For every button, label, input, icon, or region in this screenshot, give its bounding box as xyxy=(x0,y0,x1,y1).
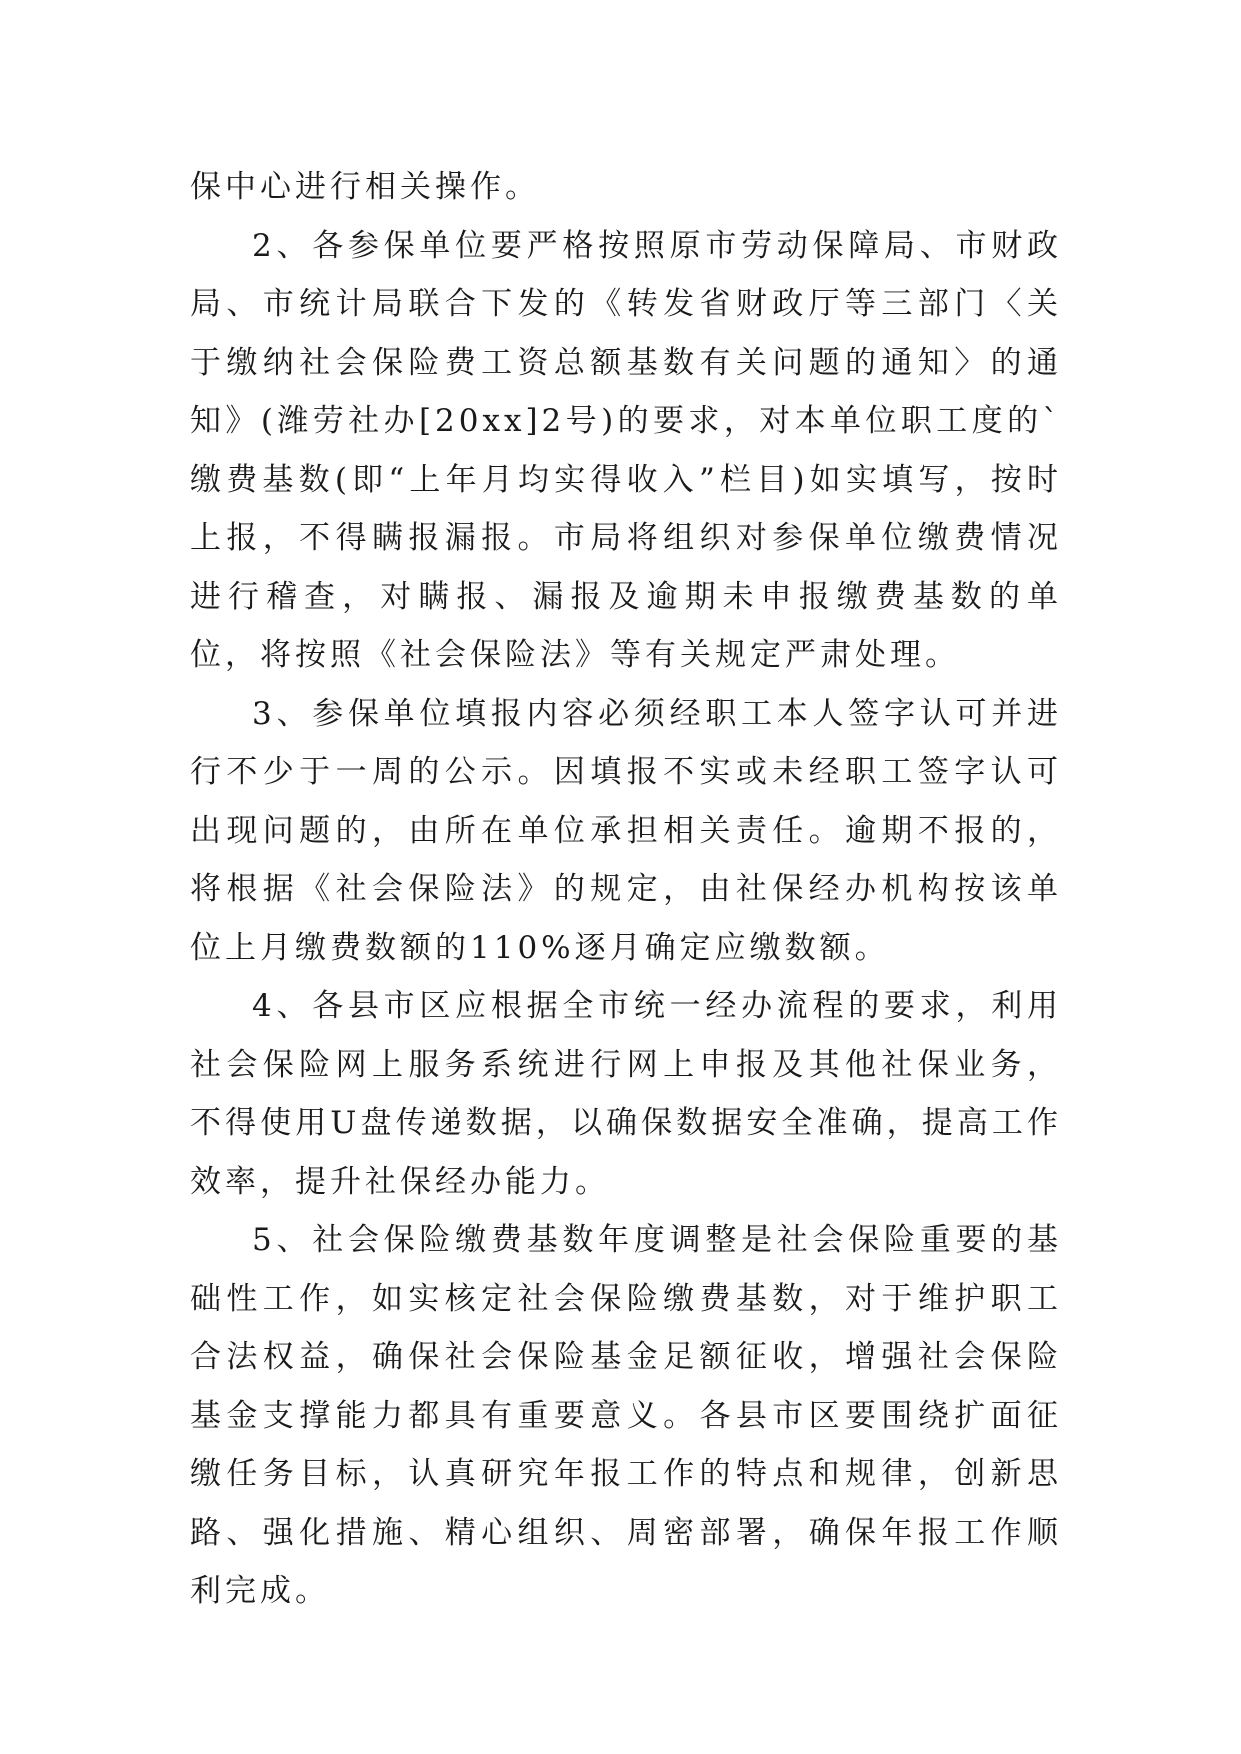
paragraph-item-3: 3、参保单位填报内容必须经职工本人签字认可并进行不少于一周的公示。因填报不实或未经职工签字认可出现问题的，由所在单位承担相关责任。逾期不报的，将根据《社会保险法》的规定，由社保经办机构按该单位上月缴费数额的110%逐月确定应缴数额。 xyxy=(190,695,1062,966)
paragraph-item-5: 5、社会保险缴费基数年度调整是社会保险重要的基础性工作，如实核定社会保险缴费基数，对于维护职工合法权益，确保社会保险基金足额征收，增强社会保险基金支撑能力都具有重要意义。各县市区要围绕扩面征缴任务目标，认真研究年报工作的特点和规律，创新思路、强化措施、精心组织、周密部署，确保年报工作顺利完成。 xyxy=(190,1222,1062,1609)
document-body xyxy=(190,158,1062,1621)
paragraph-item-2: 2、各参保单位要严格按照原市劳动保障局、市财政局、市统计局联合下发的《转发省财政厅等三部门〈关于缴纳社会保险费工资总额基数有关问题的通知〉的通知》(潍劳社办[20xx]2号)的要求，对本单位职工度的`缴费基数(即“上年月均实得收入”栏目)如实填写，按时上报，不得瞒报漏报。市局将组织对参保单位缴费情况进行稽查，对瞒报、漏报及逾期未申报缴费基数的单位，将按照《社会保险法》等有关规定严肃处理。 xyxy=(190,227,1062,673)
paragraph-continuation: 保中心进行相关操作。 xyxy=(190,169,540,205)
paragraph-item-4: 4、各县市区应根据全市统一经办流程的要求，利用社会保险网上服务系统进行网上申报及其他社保业务，不得使用U盘传递数据，以确保数据安全准确，提高工作效率，提升社保经办能力。 xyxy=(190,988,1062,1200)
